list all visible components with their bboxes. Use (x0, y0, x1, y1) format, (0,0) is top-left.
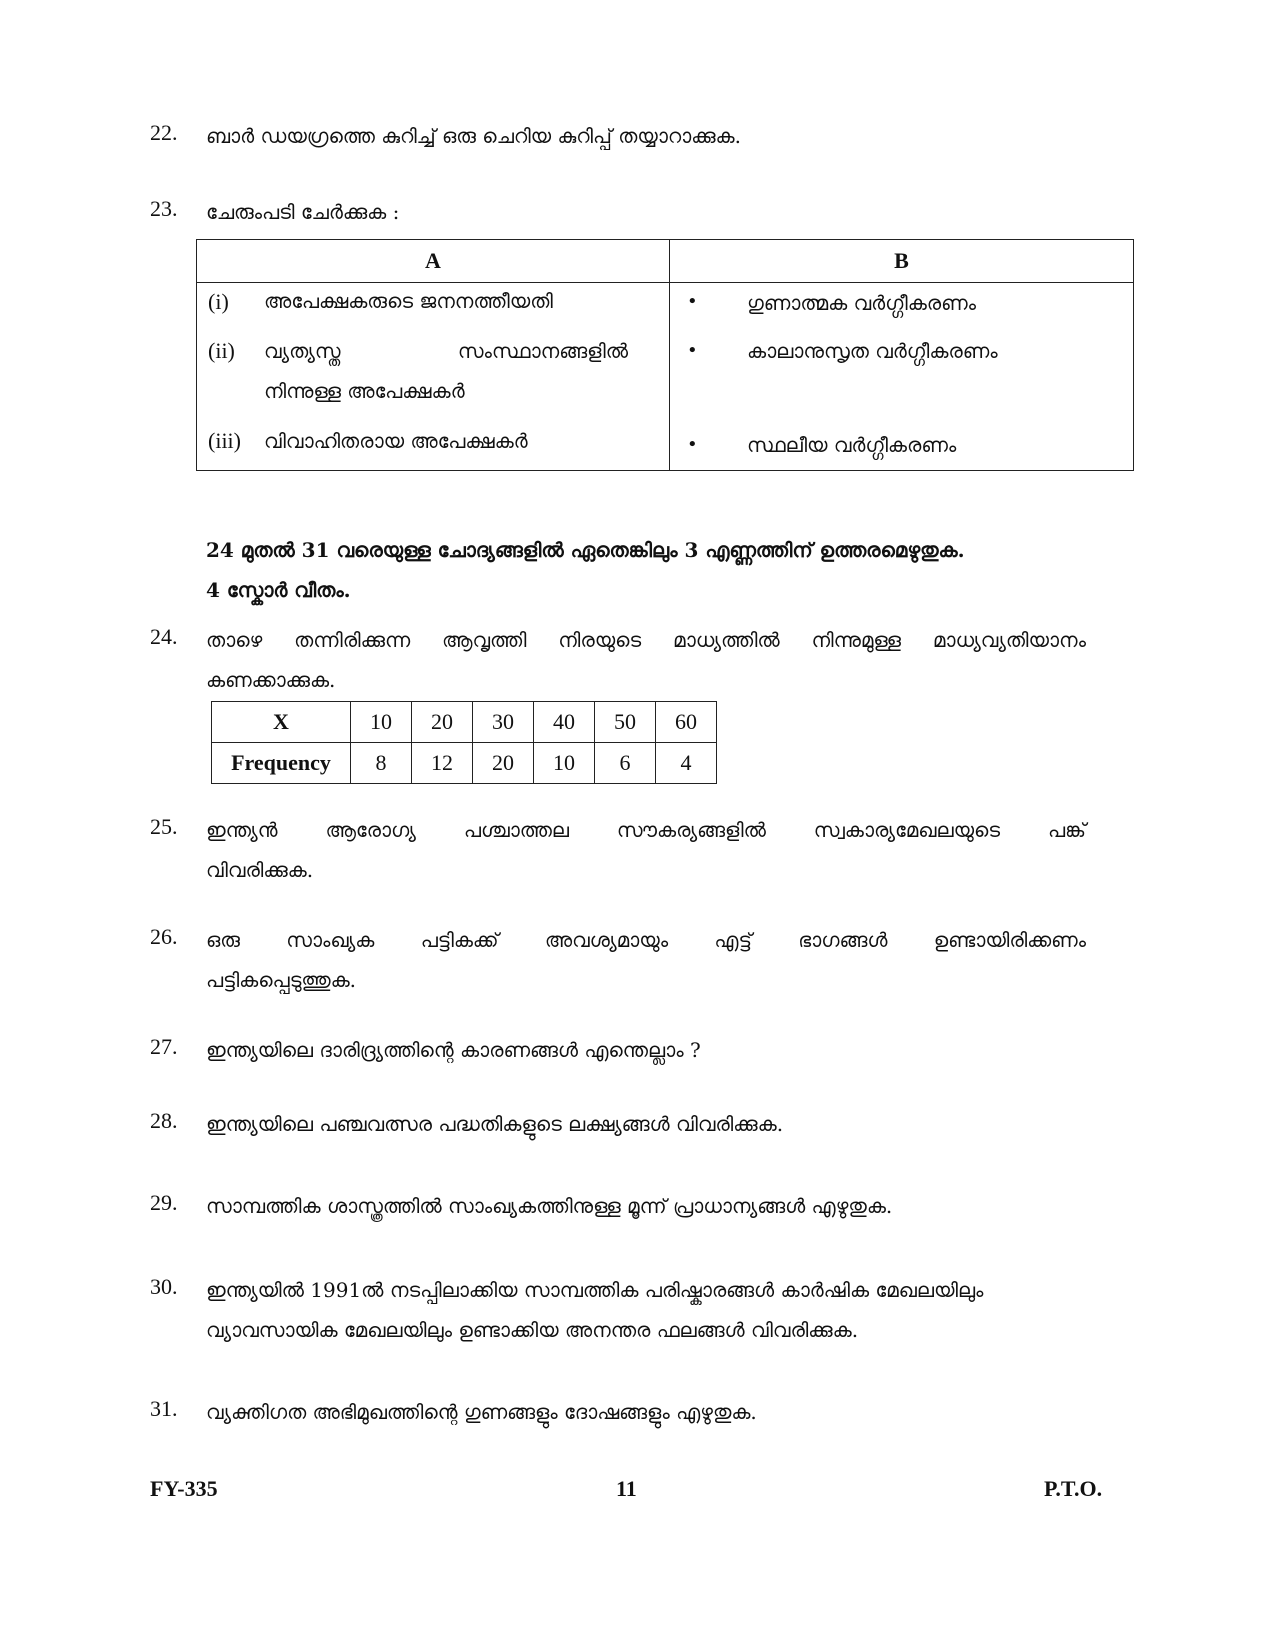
question-number: 30. (150, 1274, 178, 1299)
column-b-header: B (670, 240, 1134, 283)
column-a-item-part: സംസ്ഥാനങ്ങളിൽ (457, 339, 628, 363)
question-text-line: വ്യാവസായിക മേഖലയിലും ഉണ്ടാക്കിയ അനന്തര ഫലങ്ങൾ വിവരിക്കുക. (206, 1318, 859, 1342)
question-number: 23. (150, 196, 178, 221)
question-number: 22. (150, 120, 178, 145)
section-score-note: 4 സ്കോർ വീതം. (206, 578, 351, 602)
question-text-line: ഇന്ത്യയിൽ 1991ൽ നടപ്പിലാക്കിയ സാമ്പത്തിക പരിഷ്കാരങ്ങൾ കാർഷിക മേഖലയിലും (206, 1278, 984, 1302)
question-text-line: ഇന്ത്യൻ ആരോഗ്യ പശ്ചാത്തല സൗകര്യങ്ങളിൽ സ്വകാര്യമേഖലയുടെ പങ്ക് (206, 818, 1086, 842)
table-row (212, 702, 717, 743)
table-row (197, 283, 1134, 331)
x-value: 50 (595, 702, 656, 743)
match-table-header (197, 240, 1134, 283)
frequency-table (211, 701, 717, 784)
question-number: 31. (150, 1396, 178, 1421)
bullet: • (687, 340, 698, 361)
column-b-item: കാലാനുസൃത വർഗ്ഗീകരണം (747, 339, 998, 363)
table-row (197, 330, 1134, 420)
frequency-header: Frequency (212, 743, 351, 784)
column-a-item: വിവാഹിതരായ അപേക്ഷകർ (264, 429, 528, 453)
question-text-line: വിവരിക്കുക. (206, 858, 314, 882)
question-text: ഇന്ത്യയിലെ പഞ്ചവത്സര പദ്ധതികളുടെ ലക്ഷ്യങ്ങൾ വിവരിക്കുക. (206, 1112, 784, 1136)
question-number: 27. (150, 1034, 178, 1059)
question-number: 25. (150, 814, 178, 839)
match-table (196, 239, 1134, 471)
x-value: 40 (534, 702, 595, 743)
frequency-value: 10 (534, 743, 595, 784)
row-number: (ii) (208, 338, 235, 363)
bullet: • (687, 434, 698, 455)
question-text-line: താഴെ തന്നിരിക്കുന്ന ആവൃത്തി നിരയുടെ മാധ്യത്തിൽ നിന്നുമുള്ള മാധ്യവ്യതിയാനം (206, 628, 1086, 652)
page-number: 11 (616, 1476, 637, 1501)
question-text: ചേരുംപടി ചേർക്കുക : (206, 200, 400, 224)
x-value: 10 (351, 702, 412, 743)
frequency-value: 20 (473, 743, 534, 784)
please-turn-over: P.T.O. (1044, 1476, 1103, 1501)
column-b-item: ഗുണാത്മക വർഗ്ഗീകരണം (747, 291, 976, 315)
section-instruction: 24 മുതൽ 31 വരെയുള്ള ചോദ്യങ്ങളിൽ ഏതെങ്കിലും 3 എണ്ണത്തിന് ഉത്തരമെഴുതുക. (206, 538, 965, 562)
column-a-header: A (197, 240, 670, 283)
x-header: X (212, 702, 351, 743)
question-number: 29. (150, 1190, 178, 1215)
column-a-item-part: നിന്നുള്ള അപേക്ഷകർ (264, 379, 465, 403)
question-number: 26. (150, 924, 178, 949)
frequency-value: 6 (595, 743, 656, 784)
question-text: വ്യക്തിഗത അഭിമുഖത്തിന്റെ ഗുണങ്ങളും ദോഷങ്ങളും എഴുതുക. (206, 1400, 757, 1424)
paper-code: FY-335 (150, 1476, 218, 1501)
question-number: 24. (150, 624, 178, 649)
question-text-line: ഒരു സാംഖ്യക പട്ടികക്ക് അവശ്യമായും എട്ട് ഭാഗങ്ങൾ ഉണ്ടായിരിക്കണം (206, 928, 1086, 952)
question-text: സാമ്പത്തിക ശാസ്ത്രത്തിൽ സാംഖ്യകത്തിനുള്ള മൂന്ന് പ്രാധാന്യങ്ങൾ എഴുതുക. (206, 1194, 893, 1218)
table-row (197, 420, 1134, 471)
column-a-item: അപേക്ഷകരുടെ ജനനത്തീയതി (264, 289, 553, 313)
x-value: 60 (656, 702, 717, 743)
column-b-item: സ്ഥലീയ വർഗ്ഗീകരണം (747, 433, 957, 457)
question-text: ബാർ ഡയഗ്രത്തെ കുറിച്ച് ഒരു ചെറിയ കുറിപ്പ് തയ്യാറാക്കുക. (206, 124, 741, 148)
question-text: ഇന്ത്യയിലെ ദാരിദ്ര്യത്തിന്റെ കാരണങ്ങൾ എന്തെല്ലാം ? (206, 1038, 701, 1062)
question-text-line: കണക്കാക്കുക. (206, 668, 336, 692)
table-row (212, 743, 717, 784)
column-a-item-part: വ്യത്യസ്ത (264, 339, 341, 363)
question-text-line: പട്ടികപ്പെടുത്തുക. (206, 968, 357, 992)
frequency-value: 4 (656, 743, 717, 784)
row-number: (i) (208, 289, 229, 314)
frequency-value: 12 (412, 743, 473, 784)
question-number: 28. (150, 1108, 178, 1133)
frequency-value: 8 (351, 743, 412, 784)
x-value: 30 (473, 702, 534, 743)
x-value: 20 (412, 702, 473, 743)
bullet: • (687, 291, 698, 312)
row-number: (iii) (208, 428, 241, 453)
